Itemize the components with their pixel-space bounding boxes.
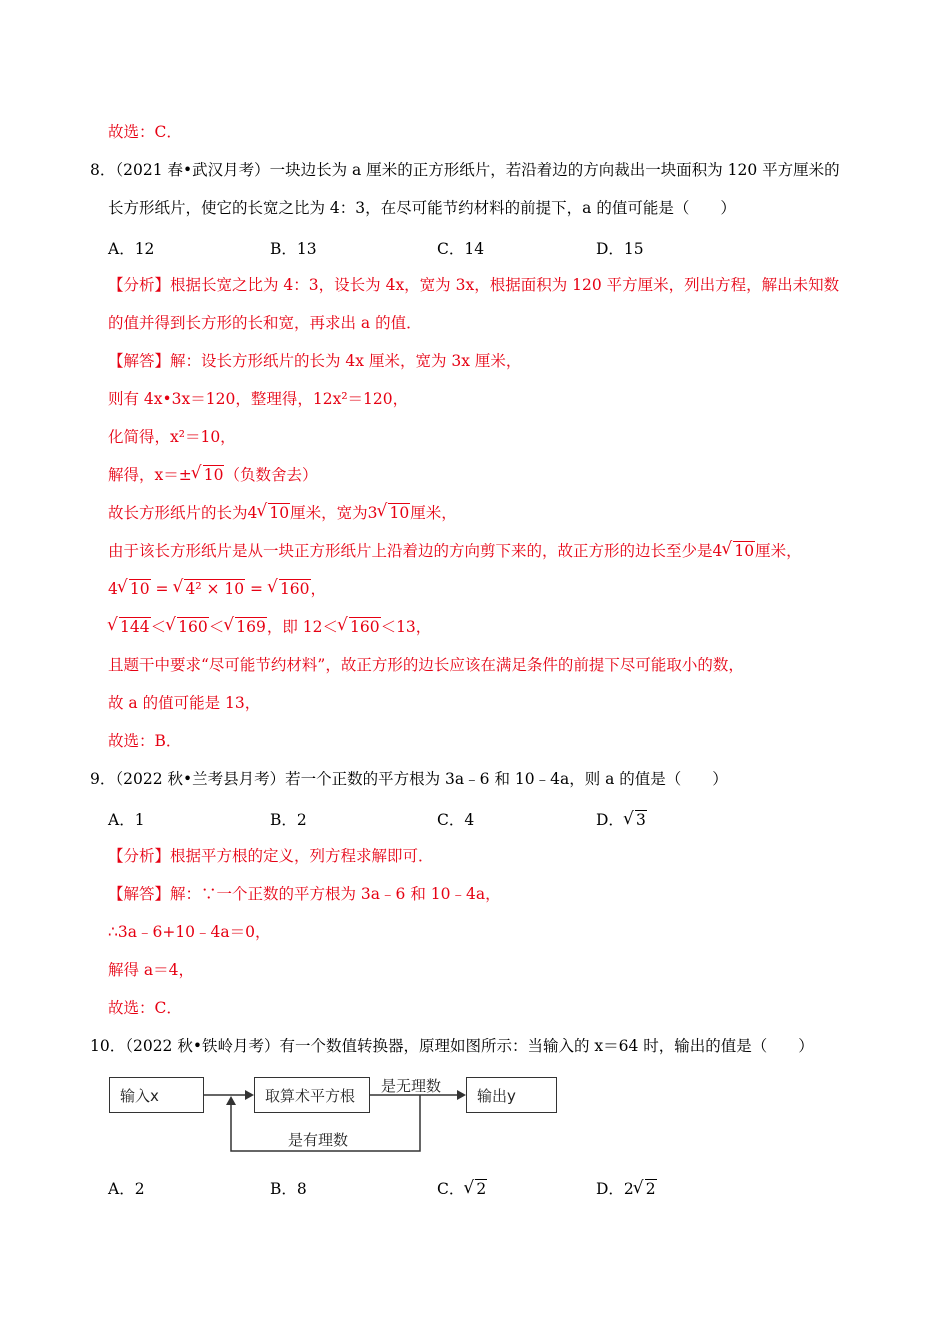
- solution-line: 故 a 的值可能是 13，: [108, 694, 261, 712]
- analysis-cont: 的值并得到长方形的长和宽，再求出 a 的值．: [108, 314, 422, 332]
- solution-line: ∴3a﹣6+10﹣4a＝0，: [108, 923, 271, 941]
- option-a: A．2: [108, 1180, 145, 1198]
- option-c: C．√ 2: [437, 1177, 487, 1199]
- answer-line: 故选：C．: [108, 999, 182, 1017]
- question-8-stem: 8．（2021 春•武汉月考）一块边长为 a 厘米的正方形纸片，若沿着边的方向裁出一块面积为 120 平方厘米的: [90, 161, 840, 179]
- option-a: A．1: [108, 811, 145, 829]
- question-8-stem-cont: 长方形纸片，使它的长宽之比为 4：3，在尽可能节约材料的前提下，a 的值可能是（ ）: [108, 199, 736, 217]
- option-b: B．8: [270, 1180, 307, 1198]
- answer-line: 故选：B．: [108, 732, 182, 750]
- solution-line: 【解答】解：设长方形纸片的长为 4x 厘米，宽为 3x 厘米，: [108, 352, 522, 370]
- analysis: 【分析】根据平方根的定义，列方程求解即可．: [108, 847, 434, 865]
- solution-line: 由于该长方形纸片是从一块正方形纸片上沿着边的方向剪下来的，故正方形的边长至少是4√ 10厘米，: [108, 541, 802, 561]
- option-d: D．√ 3: [596, 808, 647, 830]
- answer-line: 故选：C．: [108, 123, 182, 141]
- option-c: C．4: [437, 811, 475, 829]
- solution-line: 4√ 10 = √ 4² × 10 = √ 160，: [108, 579, 326, 599]
- option-c: C．14: [437, 240, 485, 258]
- solution-line: 故长方形纸片的长为4√ 10厘米，宽为3√ 10厘米，: [108, 503, 457, 523]
- analysis: 【分析】根据长宽之比为 4：3，设长为 4x，宽为 3x，根据面积为 120 平方厘米，列出方程，解出未知数: [108, 276, 840, 294]
- solution-line: 且题干中要求“尽可能节约材料”，故正方形的边长应该在满足条件的前提下尽可能取小的数，: [108, 656, 744, 674]
- input-box: 输入x: [109, 1077, 204, 1113]
- option-d: D．2√ 2: [596, 1177, 657, 1199]
- solution-line: 【解答】解：∵一个正数的平方根为 3a﹣6 和 10﹣4a，: [108, 885, 501, 903]
- output-box: 输出y: [466, 1077, 557, 1113]
- solution-line: 化简得，x²＝10，: [108, 428, 236, 446]
- option-d: D．15: [596, 240, 644, 258]
- solution-line: 则有 4x•3x＝120，整理得，12x²＝120，: [108, 390, 409, 408]
- option-b: B．2: [270, 811, 307, 829]
- solution-line: 解得 a＝4，: [108, 961, 195, 979]
- question-9-stem: 9．（2022 秋•兰考县月考）若一个正数的平方根为 3a﹣6 和 10﹣4a，则 a 的值是（ ）: [90, 770, 728, 788]
- option-a: A．12: [108, 240, 155, 258]
- solution-line: √ 144＜√ 160＜√ 169，即 12＜√ 160＜13，: [108, 617, 431, 637]
- rational-label: 是有理数: [288, 1131, 349, 1149]
- solution-line: 解得，x＝±√ 10（负数舍去）: [108, 465, 317, 485]
- option-b: B．13: [270, 240, 317, 258]
- irrational-label: 是无理数: [381, 1077, 442, 1095]
- sqrt-box: 取算术平方根: [254, 1077, 370, 1113]
- question-10-stem: 10．（2022 秋•铁岭月考）有一个数值转换器，原理如图所示：当输入的 x＝64 时，输出的值是（ ）: [90, 1037, 814, 1055]
